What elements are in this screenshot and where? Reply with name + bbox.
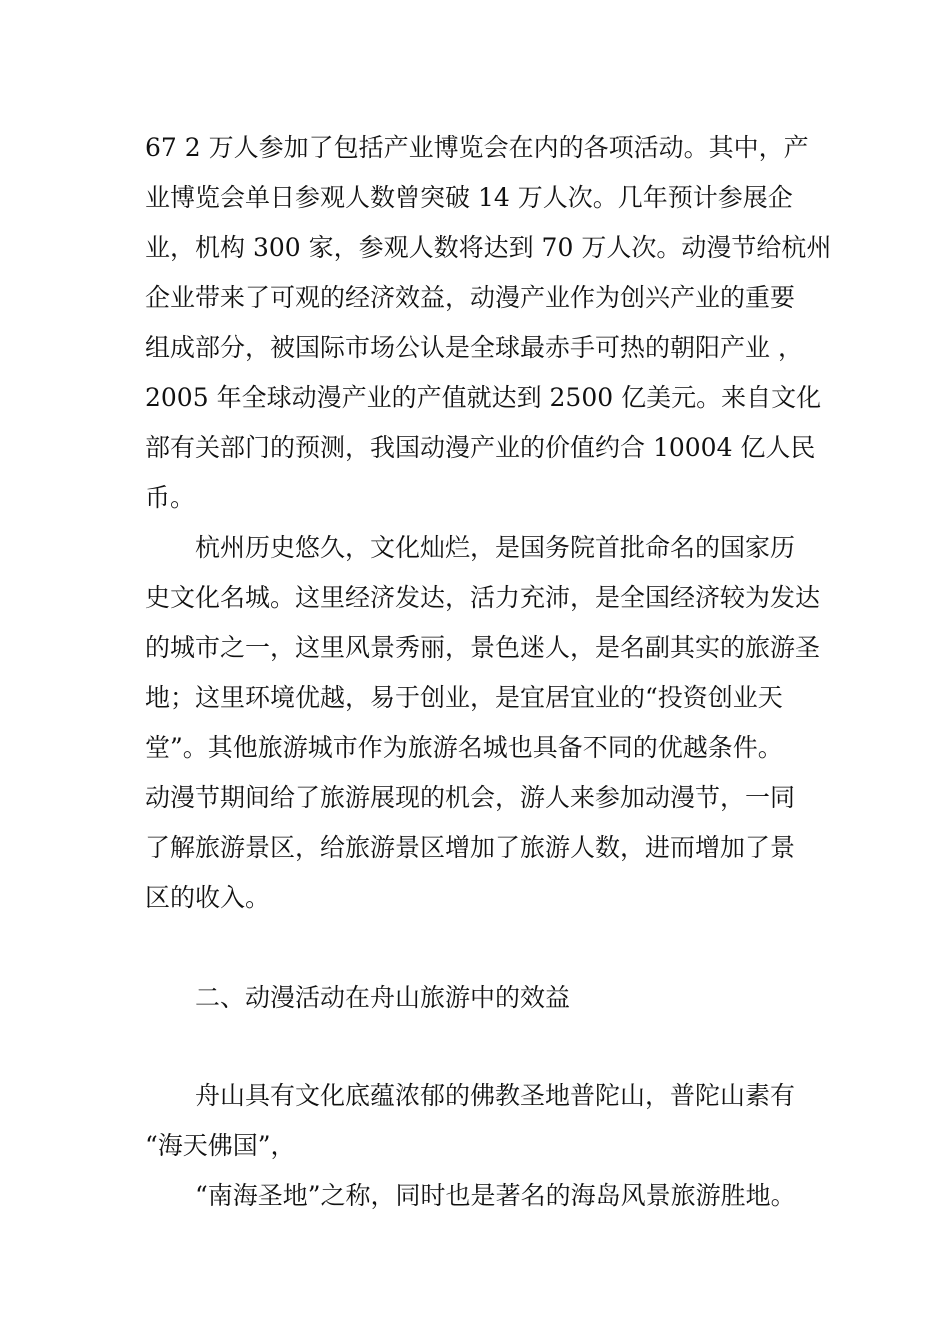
paragraph-2-line-8: 区的收入。 [145,883,271,912]
paragraph-1-line-5: 组成部分，被国际市场公认是全球最赤手可热的朝阳产业 ， [145,333,803,362]
paragraph-2-line-4: 地；这里环境优越，易于创业，是宜居宜业的“投资创业天 [145,683,783,712]
paragraph-2-line-6: 动漫节期间给了旅游展现的机会，游人来参加动漫节，一同 [145,783,796,812]
paragraph-1-line-4: 企业带来了可观的经济效益，动漫产业作为创兴产业的重要 [145,283,796,312]
paragraph-1-line-2: 业博览会单日参观人数曾突破 14 万人次。几年预计参展企 [145,183,793,212]
paragraph-1-line-8: 币。 [145,483,196,512]
paragraph-1-line-3: 业，机构 300 家，参观人数将达到 70 万人次。动漫节给杭州 [145,233,832,262]
section-heading: 二、动漫活动在舟山旅游中的效益 [195,983,571,1012]
paragraph-2-line-7: 了解旅游景区，给旅游景区增加了旅游人数，进而增加了景 [145,833,796,862]
paragraph-3-line-1: 舟山具有文化底蕴浓郁的佛教圣地普陀山，普陀山素有 [195,1081,796,1110]
paragraph-2-line-3: 的城市之一，这里风景秀丽，景色迷人，是名副其实的旅游圣 [145,633,821,662]
paragraph-2-line-2: 史文化名城。这里经济发达，活力充沛，是全国经济较为发达 [145,583,821,612]
paragraph-2-line-5: 堂”。其他旅游城市作为旅游名城也具备不同的优越条件。 [145,733,783,762]
paragraph-1-line-6: 2005 年全球动漫产业的产值就达到 2500 亿美元。来自文化 [145,383,822,412]
paragraph-3-line-2: “海天佛国”， [145,1131,296,1160]
paragraph-2-line-1: 杭州历史悠久，文化灿烂，是国务院首批命名的国家历 [195,533,796,562]
paragraph-1-line-1: 67 2 万人参加了包括产业博览会在内的各项活动。其中，产 [145,133,809,162]
paragraph-4-line-1: “南海圣地”之称，同时也是著名的海岛风景旅游胜地。 [195,1181,796,1210]
paragraph-1-line-7: 部有关部门的预测，我国动漫产业的价值约合 10004 亿人民 [145,433,816,462]
